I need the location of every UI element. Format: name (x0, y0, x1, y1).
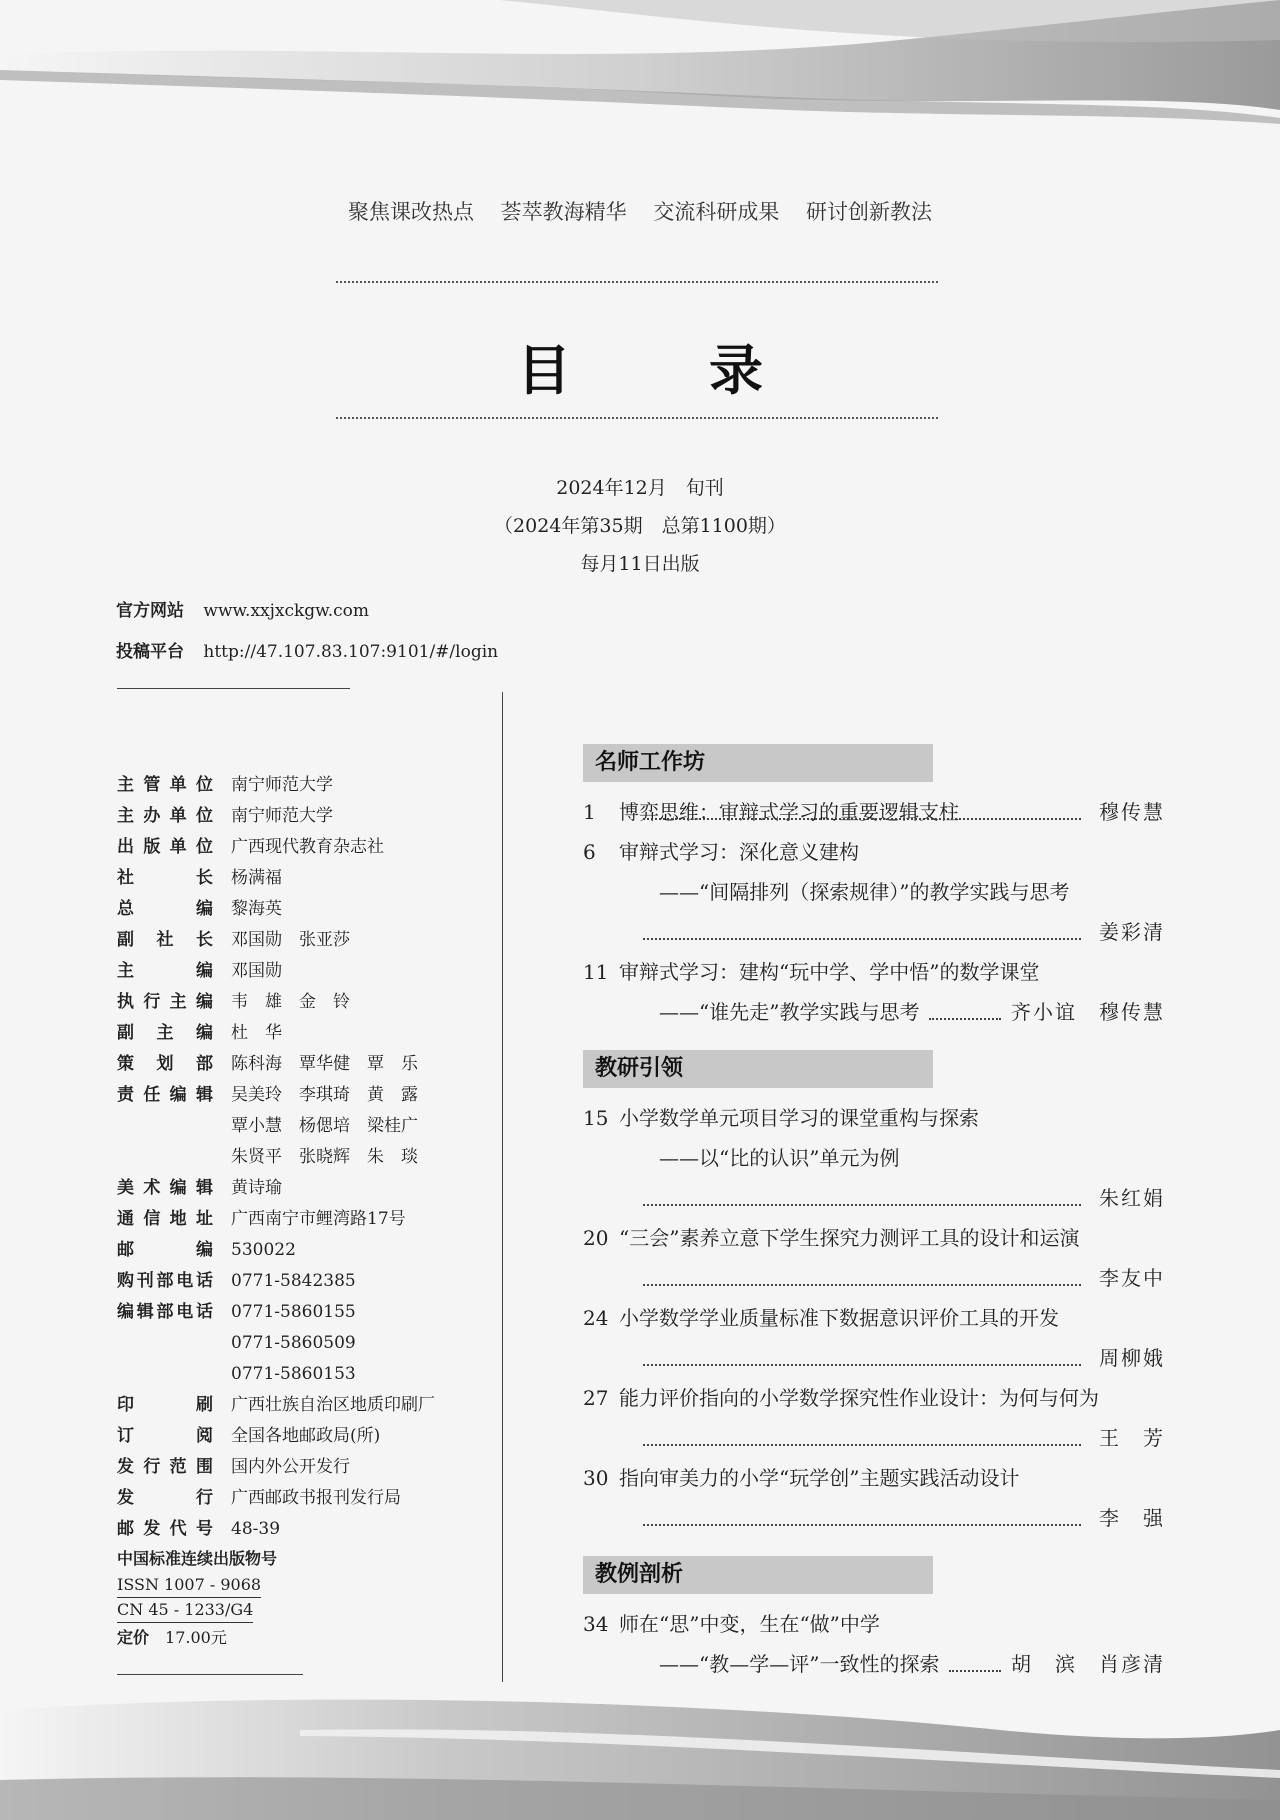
toc-entry[interactable] (583, 792, 1165, 832)
masthead-row (117, 832, 477, 863)
page-title: 目 录 (517, 339, 805, 402)
masthead-row (117, 1235, 477, 1266)
page-number: 30 (583, 1466, 609, 1490)
issue-number: （2024年第35期 总第1100期） (494, 515, 786, 537)
masthead-row (117, 863, 477, 894)
masthead-value: 邓国勋 (231, 961, 282, 981)
masthead-value: 0771-5860509 (231, 1333, 356, 1353)
toc-entry-byline (583, 1258, 1165, 1298)
page-number: 11 (583, 960, 609, 984)
toc-entry-byline (583, 912, 1165, 952)
article-title: “三会”素养立意下学生探究力测评工具的设计和运演 (619, 1226, 1080, 1250)
price-value: 17.00元 (165, 1628, 227, 1647)
masthead-value: 黄诗瑜 (231, 1178, 282, 1198)
masthead-label: 印刷 (117, 1395, 213, 1415)
masthead-row (117, 1390, 477, 1421)
masthead-row (117, 987, 477, 1018)
masthead-row (117, 1142, 477, 1173)
section-header: 名师工作坊 (583, 744, 933, 782)
masthead-value: 国内外公开发行 (231, 1457, 350, 1477)
masthead-value: 0771-5860153 (231, 1364, 356, 1384)
article-title: 指向审美力的小学“玩学创”主题实践活动设计 (619, 1466, 1020, 1490)
slogan-2: 荟萃教海精华 (500, 200, 627, 224)
masthead-value: 广西邮政书报刊发行局 (231, 1488, 401, 1508)
page-number: 27 (583, 1386, 609, 1410)
masthead-row (117, 770, 477, 801)
page-number: 15 (583, 1106, 609, 1130)
masthead-value: 广西壮族自治区地质印刷厂 (231, 1395, 435, 1415)
article-author: 姜彩清 (1099, 920, 1165, 944)
masthead-row (117, 1111, 477, 1142)
slogan-3: 交流科研成果 (653, 200, 780, 224)
masthead-row (117, 1359, 477, 1390)
toc-entry-subtitle (583, 1644, 1165, 1684)
masthead-label: 主编 (117, 961, 213, 981)
leader-dots (643, 818, 1081, 820)
toc-entry[interactable] (583, 1604, 1165, 1644)
masthead-row (117, 956, 477, 987)
article-title: 审辩式学习：建构“玩中学、学中悟”的数学课堂 (619, 960, 1040, 984)
article-author: 周柳娥 (1099, 1346, 1165, 1370)
submission-row (116, 637, 498, 662)
article-title: 小学数学学业质量标准下数据意识评价工具的开发 (619, 1306, 1059, 1330)
masthead-value: 530022 (231, 1240, 296, 1260)
submission-link[interactable]: http://47.107.83.107:9101/#/login (203, 642, 499, 662)
toc-entry-byline (583, 1178, 1165, 1218)
masthead-rule-bottom (117, 1674, 303, 1675)
toc-entry[interactable] (583, 952, 1165, 992)
article-author: 胡 滨 肖彦清 (1011, 1652, 1165, 1676)
leader-dots (643, 938, 1081, 940)
article-author: 朱红娟 (1099, 1186, 1165, 1210)
divider-top (336, 281, 938, 283)
toc-entry[interactable] (583, 832, 1165, 872)
masthead-row (117, 1421, 477, 1452)
cn-number: CN 45 - 1233/G4 (117, 1598, 253, 1623)
column-divider (502, 692, 503, 1682)
leader-dots (929, 1018, 1001, 1020)
leader-dots (949, 1670, 1001, 1672)
toc-entry-byline (583, 1498, 1165, 1538)
toc-entry[interactable] (583, 1218, 1165, 1258)
masthead-label: 主管单位 (117, 775, 213, 795)
masthead-label: 发行 (117, 1488, 213, 1508)
page-number: 6 (583, 840, 596, 864)
masthead-label: 订阅 (117, 1426, 213, 1446)
masthead-row (117, 1266, 477, 1297)
toc-entry-subtitle (583, 1138, 1165, 1178)
masthead-label: 策划部 (117, 1054, 213, 1074)
masthead-value: 韦 雄 金 铃 (231, 992, 350, 1012)
masthead-value: 朱贤平 张晓辉 朱 琰 (231, 1147, 418, 1167)
masthead-row (117, 1483, 477, 1514)
article-author: 李友中 (1099, 1266, 1165, 1290)
leader-dots (643, 1364, 1081, 1366)
article-title: 博弈思维：审辩式学习的重要逻辑支柱 (619, 800, 959, 824)
masthead-label: 邮发代号 (117, 1519, 213, 1539)
masthead-row (117, 925, 477, 956)
masthead-row (117, 1204, 477, 1235)
masthead-value: 广西现代教育杂志社 (231, 837, 384, 857)
masthead-label: 出版单位 (117, 837, 213, 857)
masthead-value: 南宁师范大学 (231, 775, 333, 795)
toc-entry-subtitle (583, 872, 1165, 912)
page-number: 20 (583, 1226, 609, 1250)
page-number: 34 (583, 1612, 609, 1636)
toc-entry-byline (583, 1338, 1165, 1378)
article-author: 王 芳 (1099, 1426, 1165, 1450)
masthead-label: 发行范围 (117, 1457, 213, 1477)
article-title: 能力评价指向的小学数学探究性作业设计：为何与何为 (619, 1386, 1099, 1410)
leader-dots (643, 1444, 1081, 1446)
masthead-label: 副社长 (117, 930, 213, 950)
section-header: 教例剖析 (583, 1556, 933, 1594)
masthead-row (117, 1018, 477, 1049)
masthead (117, 770, 477, 1653)
toc-entry-byline (583, 1418, 1165, 1458)
leader-dots (643, 1204, 1081, 1206)
page-number: 1 (583, 800, 596, 824)
masthead-value: 黎海英 (231, 899, 282, 919)
masthead-value: 南宁师范大学 (231, 806, 333, 826)
article-title: 审辩式学习：深化意义建构 (619, 840, 859, 864)
masthead-value: 邓国勋 张亚莎 (231, 930, 350, 950)
article-title: 师在“思”中变，生在“做”中学 (619, 1612, 880, 1636)
masthead-row (117, 1452, 477, 1483)
article-subtitle: ——以“比的认识”单元为例 (659, 1146, 900, 1170)
masthead-row (117, 1049, 477, 1080)
website-label: 官方网站 (116, 601, 184, 621)
masthead-value: 0771-5860155 (231, 1302, 356, 1322)
masthead-label: 通信地址 (117, 1209, 213, 1229)
masthead-label: 购刊部电话 (117, 1271, 213, 1291)
article-subtitle: ——“间隔排列（探索规律）”的教学实践与思考 (659, 880, 1070, 904)
article-author: 齐小谊 穆传慧 (1011, 1000, 1165, 1024)
website-link[interactable]: www.xxjxckgw.com (203, 601, 369, 621)
article-author: 穆传慧 (1099, 800, 1165, 824)
masthead-label: 邮编 (117, 1240, 213, 1260)
leader-dots (643, 1524, 1081, 1526)
toc-entry[interactable] (583, 1378, 1165, 1418)
article-author: 李 强 (1099, 1506, 1165, 1530)
masthead-row (117, 1297, 477, 1328)
masthead-value: 广西南宁市鲤湾路17号 (231, 1209, 406, 1229)
masthead-label: 总编 (117, 899, 213, 919)
masthead-label: 美术编辑 (117, 1178, 213, 1198)
masthead-label: 执行主编 (117, 992, 213, 1012)
price-label: 定价 (117, 1628, 150, 1647)
masthead-value: 杨满福 (231, 868, 282, 888)
masthead-value: 全国各地邮政局(所) (231, 1426, 381, 1446)
masthead-row (117, 801, 477, 832)
masthead-row (117, 1173, 477, 1204)
price-row (117, 1623, 477, 1653)
masthead-row (117, 1080, 477, 1111)
slogan-line (0, 196, 1280, 226)
divider-bottom (336, 417, 938, 419)
masthead-value: 陈科海 覃华健 覃 乐 (231, 1054, 418, 1074)
toc-entry[interactable] (583, 1298, 1165, 1338)
masthead-label: 副主编 (117, 1023, 213, 1043)
issue-schedule: 每月11日出版 (580, 553, 700, 575)
page-number: 24 (583, 1306, 609, 1330)
toc-entry-subtitle (583, 992, 1165, 1032)
toc-entry[interactable] (583, 1098, 1165, 1138)
header-decoration (0, 0, 1280, 140)
masthead-value: 杜 华 (231, 1023, 282, 1043)
leader-dots (643, 1284, 1081, 1286)
section-header: 教研引领 (583, 1050, 933, 1088)
issue-date: 2024年12月 旬刊 (556, 477, 724, 499)
masthead-value: 0771-5842385 (231, 1271, 356, 1291)
toc-entry[interactable] (583, 1458, 1165, 1498)
article-title: 小学数学单元项目学习的课堂重构与探索 (619, 1106, 979, 1130)
footer-decoration (0, 1670, 1280, 1820)
masthead-value: 吴美玲 李琪琦 黄 露 (231, 1085, 418, 1105)
submission-label: 投稿平台 (116, 642, 184, 662)
masthead-label: 社长 (117, 868, 213, 888)
masthead-label: 责任编辑 (117, 1085, 213, 1105)
masthead-label: 编辑部电话 (117, 1302, 213, 1322)
table-of-contents (583, 744, 1165, 1684)
masthead-rule-top (117, 688, 350, 689)
masthead-row (117, 894, 477, 925)
masthead-label: 主办单位 (117, 806, 213, 826)
slogan-4: 研讨创新教法 (806, 200, 933, 224)
masthead-row (117, 1514, 477, 1545)
masthead-value: 覃小慧 杨偲培 梁桂广 (231, 1116, 418, 1136)
masthead-value: 48-39 (231, 1519, 281, 1539)
article-subtitle: ——“谁先走”教学实践与思考 (659, 1000, 920, 1024)
slogan-1: 聚焦课改热点 (347, 200, 474, 224)
issn: ISSN 1007 - 9068 (117, 1573, 261, 1598)
serial-note: 中国标准连续出版物号 (117, 1549, 278, 1568)
article-subtitle: ——“教—学—评”一致性的探索 (659, 1652, 940, 1676)
masthead-row (117, 1328, 477, 1359)
website-row (116, 596, 369, 621)
